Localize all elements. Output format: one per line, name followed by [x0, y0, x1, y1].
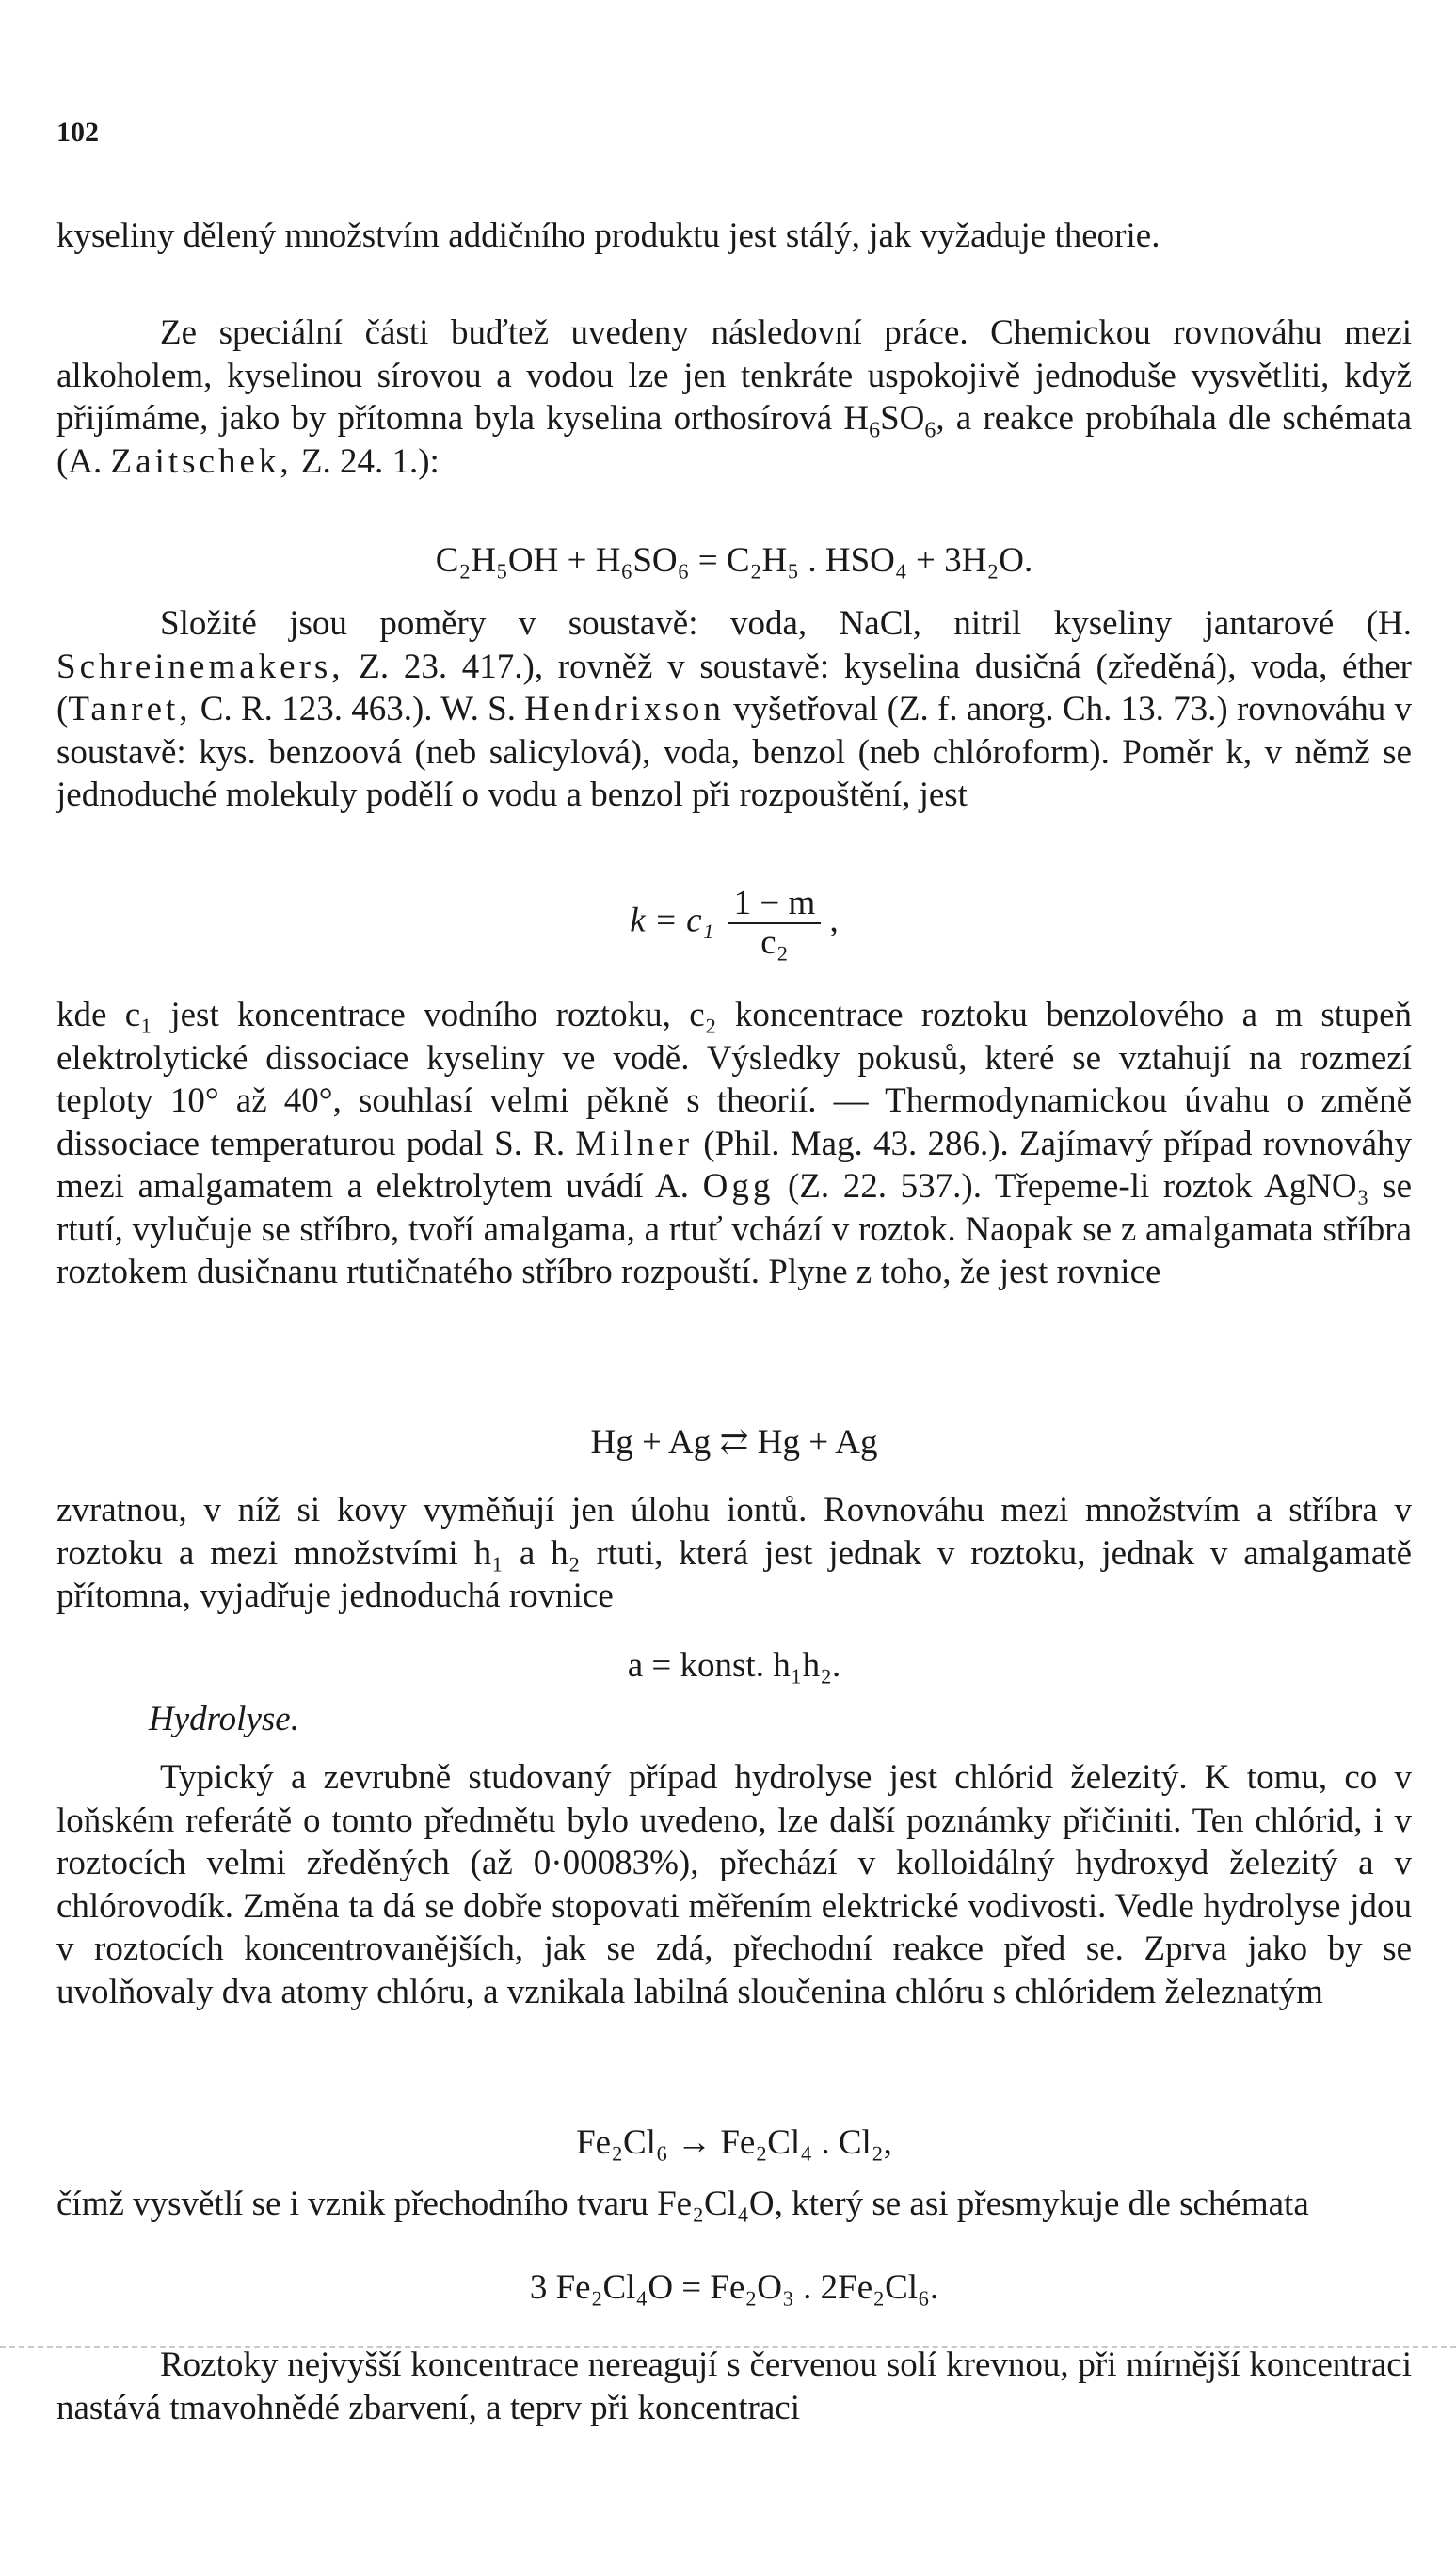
paragraph-2	[56, 312, 1412, 483]
paragraph-3	[56, 602, 1412, 817]
p4-text-a: kde c₁ jest koncentrace vodního roztoku, c₂ koncentrace roztoku benzolového a m stupeň elektrolytické dissociace kyseliny ve vodě. Výsledky pokusů, které se vztahují na rozmezí teploty 10° až 40°, souhlasí velmi pěkně s theorií. — Thermodynamickou úvahu o změně dissociace temperaturou podal S. R.	[56, 996, 1412, 1163]
section-heading-hydrolyse: Hydrolyse.	[149, 1700, 299, 1738]
formula2-lhs: k = c₁	[630, 901, 714, 940]
p2-sub-2: 6	[924, 418, 936, 443]
paragraph-8-text: Roztoky nejvyšší koncentrace nereagují s červenou solí krevnou, při mírnější koncentraci nastává tmavohnědé zbarvení, a teprv při koncentraci	[56, 2345, 1412, 2427]
formula-sulfuric-equilibrium: C₂H₅OH + H₆SO₆ = C₂H₅ . HSO₄ + 3H₂O.	[435, 541, 1033, 580]
paragraph-7-text: čímž vysvětlí se i vznik přechodního tvaru Fe₂Cl₄O, který se asi přesmykuje dle schémata	[56, 2185, 1309, 2223]
paragraph-5	[56, 1489, 1412, 1618]
p3-text-d: vyšetřoval (Z. f. anorg. Ch. 13. 73.) rovnováhu v soustavě: kys. benzoová (neb salicylová), voda, benzol (neb chlóroform). Poměr k, v němž se jednoduché molekuly podělí o vodu a benzol při rozpouštění, jest	[56, 690, 1412, 814]
p4-text-b: (Phil. Mag. 43. 286.). Zajímavý případ rovnováhy mezi amalgamatem a elektrolytem uvádí A.	[56, 1124, 1412, 1206]
paragraph-1-text: kyseliny dělený množstvím addičního produktu jest stálý, jak vyžaduje theorie.	[56, 216, 1160, 255]
paragraph-4	[56, 994, 1412, 1294]
author-schreinemakers: Schreinemakers,	[56, 647, 344, 686]
paragraph-7	[56, 2183, 1412, 2226]
p2-text-d: Z. 24. 1.):	[292, 441, 440, 481]
paragraph-5-text: zvratnou, v níž si kovy vyměňují jen úlohu iontů. Rovnováhu mezi množstvím a stříbra v roztoku a mezi množstvími h₁ a h₂ rtuti, která jest jednak v roztoku, jednak v amalgamatě přítomna, vyjadřuje jednoduchá rovnice	[56, 1491, 1412, 1615]
p3-text-b: Z. 23. 417.), rovněž v soustavě: kyselina dusičná (zředěná), voda, éther (	[56, 647, 1412, 728]
paragraph-3-text	[56, 602, 1412, 817]
formula2-tail: ,	[829, 901, 839, 940]
paragraph-2-text	[56, 312, 1412, 483]
paragraph-1	[56, 215, 1412, 258]
p2-sub-1: 6	[869, 418, 881, 443]
formula2-numerator: 1 − m	[728, 885, 822, 924]
formula-oxychloride: 3 Fe₂Cl₄O = Fe₂O₃ . 2Fe₂Cl₆.	[529, 2268, 939, 2307]
formula-constant: a = konst. h₁h₂.	[627, 1646, 841, 1685]
author-ogg: Ogg	[702, 1167, 775, 1206]
paragraph-6-text: Typický a zevrubně studovaný případ hydrolyse jest chlórid železitý. K tomu, co v loňském referátě o tomto předmětu bylo uvedeno, lze další poznámky přičiniti. Ten chlórid, i v roztocích velmi zředěných (až 0·00083%), přechází v kolloidálný hydroxyd železitý a v chlórovodík. Změna ta dá se dobře stopovati měřením elektrické vodivosti. Vedle hydrolyse jdou v roztocích koncentrovanějších, jak se zdá, přechodní reakce před se. Zprva jako by se uvolňovaly dva atomy chlóru, a vznikala labilná sloučenina chlóru s chlóridem železnatým	[56, 1758, 1412, 2011]
formula-iron-chloride: Fe₂Cl₆ → Fe₂Cl₄ . Cl₂,	[576, 2123, 892, 2162]
p2-text-a: Ze speciální části buďtež uvedeny následovní práce. Chemickou rovnováhu mezi alkoholem, kyselinou sírovou a vodou lze jen tenkráte uspokojivě jednoduše vysvětliti, když přijímáme, jako by přítomna byla kyselina orthosírová H	[56, 313, 1412, 438]
paragraph-6	[56, 1756, 1412, 2013]
author-milner: Milner	[575, 1124, 694, 1163]
paragraph-4-text	[56, 994, 1412, 1294]
p3-text-c: C. R. 123. 463.). W. S.	[191, 690, 525, 728]
p4-text-c: (Z. 22. 537.). Třepeme-li roztok AgNO₃ se rtutí, vylučuje se stříbro, tvoří amalgama, a rtuť vchází v roztok. Naopak se z amalgamata stříbra roztokem dusičnanu rtutičnatého stříbro rozpouští. Plyne z toho, že jest rovnice	[56, 1167, 1412, 1291]
p2-text-b: SO	[880, 399, 925, 438]
author-zaitschek: Zaitschek,	[110, 441, 293, 481]
p2-text-c: , a reakce probíhala dle schémata (A.	[56, 399, 1412, 481]
page-number: 102	[56, 117, 99, 148]
formula2-fraction	[728, 885, 822, 962]
formula2-denominator: c₂	[760, 923, 789, 962]
formula-amalgam-equilibrium: Hg + Ag ⇄ Hg + Ag	[590, 1423, 878, 1462]
formula-partition-coefficient	[56, 885, 1412, 962]
paragraph-8	[56, 2344, 1412, 2429]
author-hendrixson: Hendrixson	[524, 690, 725, 728]
author-tanret: Tanret,	[68, 690, 192, 728]
p3-text-a: Složité jsou poměry v soustavě: voda, NaCl, nitril kyseliny jantarové (H.	[160, 604, 1412, 643]
